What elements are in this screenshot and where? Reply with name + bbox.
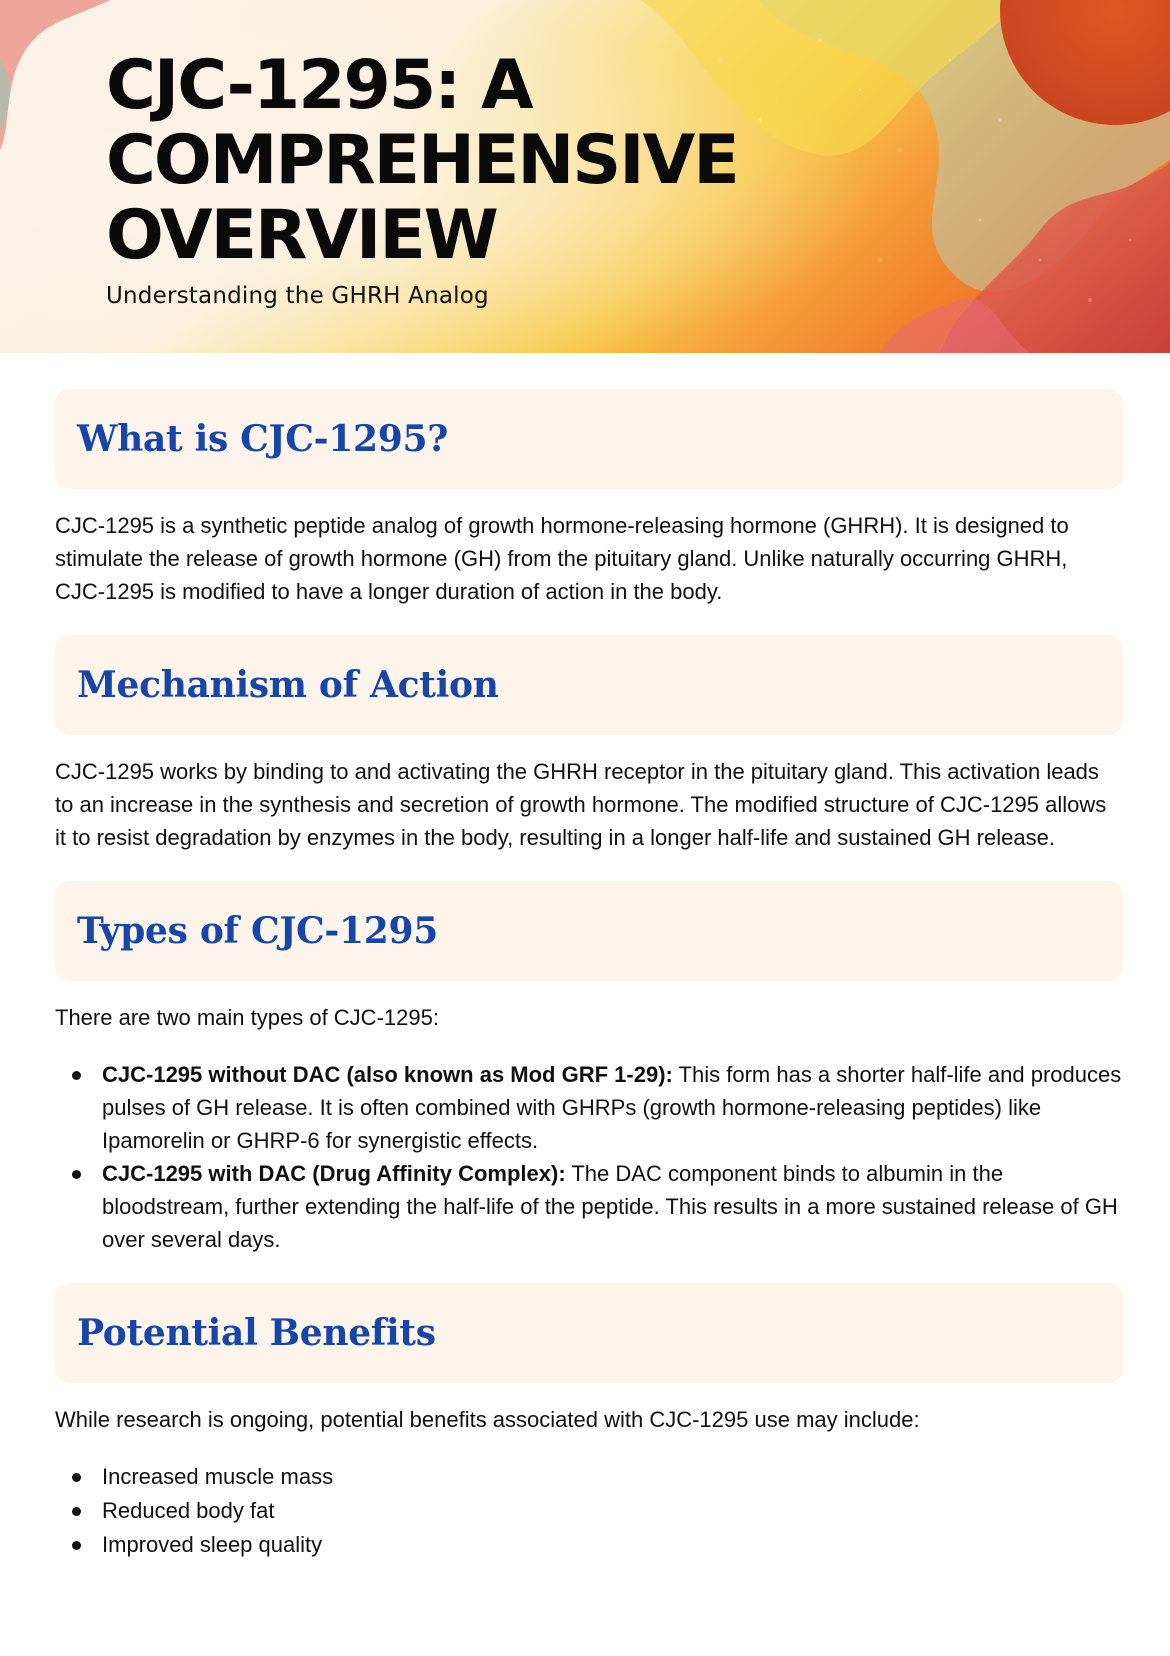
list-item-text: Increased muscle mass	[102, 1464, 334, 1489]
section-types	[55, 881, 1123, 1256]
main-content	[55, 389, 1123, 1562]
section-heading: What is CJC-1295?	[77, 418, 449, 460]
types-list	[55, 1058, 1123, 1256]
hero-banner	[0, 0, 1170, 353]
page-title: CJC-1295: A COMPREHENSIVE OVERVIEW	[106, 46, 738, 275]
section-heading: Potential Benefits	[77, 1312, 436, 1354]
section-heading-box	[55, 635, 1123, 735]
bullet-icon	[72, 1170, 81, 1179]
list-item-desc: The DAC component binds to albumin in the bloodstream, further extending the half-life of the peptide. This results in a more sustained release of GH over several days.	[102, 1161, 1118, 1252]
section-paragraph: CJC-1295 works by binding to and activating the GHRH receptor in the pituitary gland. This activation leads to an increase in the synthesis and secretion of growth hormone. The modified structure of CJC-1295 allows it to resist degradation by enzymes in the body, resulting in a longer half-life and sustained GH release.	[55, 759, 1107, 850]
section-what-is	[55, 389, 1123, 608]
list-item-desc: This form has a shorter half-life and produces pulses of GH release. It is often combined with GHRPs (growth hormone-releasing peptides) like Ipamorelin or GHRP-6 for synergistic effects.	[102, 1062, 1122, 1153]
list-item-term: CJC-1295 without DAC (also known as Mod GRF 1-29):	[102, 1062, 673, 1087]
section-heading: Mechanism of Action	[77, 664, 499, 706]
list-item	[55, 1157, 1123, 1256]
bullet-icon	[72, 1541, 81, 1550]
bullet-icon	[72, 1507, 81, 1516]
list-item-text: Improved sleep quality	[102, 1532, 323, 1557]
page-subtitle: Understanding the GHRH Analog	[106, 283, 489, 309]
list-item	[55, 1460, 1123, 1494]
list-item-term: CJC-1295 with DAC (Drug Affinity Complex):	[102, 1161, 566, 1186]
section-paragraph: CJC-1295 is a synthetic peptide analog of growth hormone-releasing hormone (GHRH). It is designed to stimulate the release of growth hormone (GH) from the pituitary gland. Unlike naturally occurring GHRH, CJC-1295 is modified to have a longer duration of action in the body.	[55, 513, 1069, 604]
section-intro: While research is ongoing, potential benefits associated with CJC-1295 use may include:	[55, 1407, 920, 1432]
benefits-list	[55, 1460, 1123, 1562]
list-item	[55, 1058, 1123, 1157]
list-item	[55, 1528, 1123, 1562]
section-heading-box	[55, 389, 1123, 489]
list-item	[55, 1494, 1123, 1528]
bullet-icon	[72, 1473, 81, 1482]
section-benefits	[55, 1283, 1123, 1562]
section-heading-box	[55, 881, 1123, 981]
section-intro: There are two main types of CJC-1295:	[55, 1005, 439, 1030]
section-mechanism	[55, 635, 1123, 854]
section-heading-box	[55, 1283, 1123, 1383]
section-heading: Types of CJC-1295	[77, 910, 439, 952]
list-item-text: Reduced body fat	[102, 1498, 275, 1523]
bullet-icon	[72, 1071, 81, 1080]
